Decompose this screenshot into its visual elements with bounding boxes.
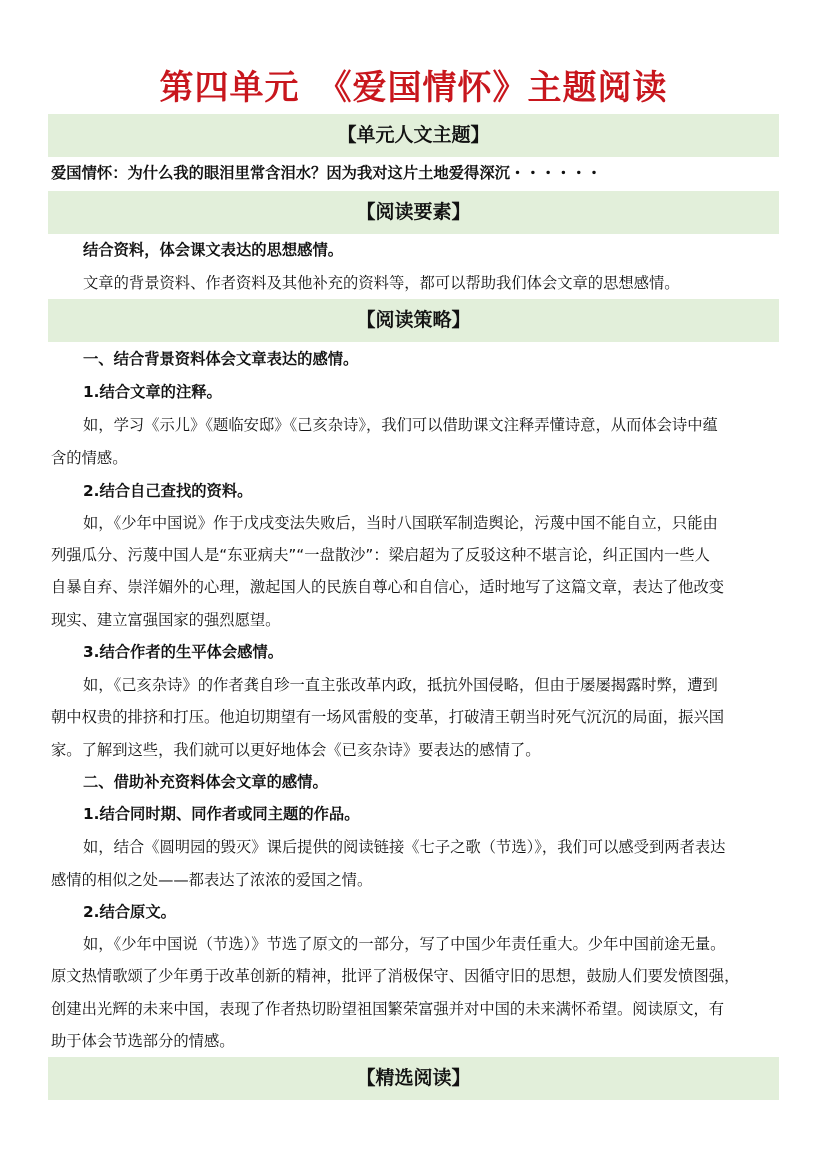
paragraph-line: 如，《少年中国说》作于戊戌变法失败后，当时八国联军制造舆论，污蔑中国不能自立，只能由 bbox=[83, 514, 718, 532]
theme-text: 爱国情怀：为什么我的眼泪里常含泪水？因为我对这片土地爱得深沉・・・・・・ bbox=[51, 164, 602, 182]
part2-title: 二、借助补充资料体会文章的感情。 bbox=[83, 773, 328, 791]
section-heading-strategy: 【阅读策略】 bbox=[48, 299, 779, 342]
paragraph-line: 含的情感。 bbox=[51, 449, 128, 467]
elements-bold-line: 结合资料，体会课文表达的思想感情。 bbox=[83, 241, 344, 259]
item4-title: 1.结合同时期、同作者或同主题的作品。 bbox=[83, 805, 360, 823]
paragraph-line: 自暴自弃、崇洋媚外的心理，激起国人的民族自尊心和自信心，适时地写了这篇文章，表达了他改变 bbox=[51, 578, 725, 596]
item3-title: 3.结合作者的生平体会感情。 bbox=[83, 643, 284, 661]
paragraph-line: 创建出光辉的未来中国，表现了作者热切盼望祖国繁荣富强并对中国的未来满怀希望。阅读原文，有 bbox=[51, 1000, 725, 1018]
section-heading-reading: 【精选阅读】 bbox=[48, 1057, 779, 1100]
paragraph-line: 列强瓜分、污蔑中国人是“东亚病夫”“一盘散沙”：梁启超为了反驳这种不堪言论，纠正国内一些人 bbox=[51, 546, 710, 564]
section-heading-theme: 【单元人文主题】 bbox=[48, 114, 779, 157]
paragraph-line: 如，《少年中国说（节选）》节选了原文的一部分，写了中国少年责任重大。少年中国前途无量。 bbox=[83, 935, 726, 953]
paragraph-line: 原文热情歌颂了少年勇于改革创新的精神，批评了消极保守、因循守旧的思想，鼓励人们要发愤图强， bbox=[51, 967, 740, 985]
paragraph-line: 如，结合《圆明园的毁灭》课后提供的阅读链接《七子之歌（节选）》，我们可以感受到两者表达 bbox=[83, 838, 726, 856]
item1-title: 1.结合文章的注释。 bbox=[83, 383, 222, 401]
paragraph-line: 感情的相似之处——都表达了浓浓的爱国之情。 bbox=[51, 871, 373, 889]
paragraph-line: 如，学习《示儿》《题临安邸》《己亥杂诗》，我们可以借助课文注释弄懂诗意，从而体会诗中蕴 bbox=[83, 416, 718, 434]
part1-title: 一、结合背景资料体会文章表达的感情。 bbox=[83, 350, 359, 368]
item2-title: 2.结合自己查找的资料。 bbox=[83, 482, 253, 500]
paragraph-line: 朝中权贵的排挤和打压。他迫切期望有一场风雷般的变革，打破清王朝当时死气沉沉的局面，振兴国 bbox=[51, 708, 725, 726]
elements-text: 文章的背景资料、作者资料及其他补充的资料等，都可以帮助我们体会文章的思想感情。 bbox=[83, 274, 680, 292]
paragraph-line: 助于体会节选部分的情感。 bbox=[51, 1032, 235, 1050]
paragraph-line: 现实、建立富强国家的强烈愿望。 bbox=[51, 611, 281, 629]
page-title: 第四单元 《爱国情怀》主题阅读 bbox=[159, 68, 668, 108]
section-heading-elements: 【阅读要素】 bbox=[48, 191, 779, 234]
paragraph-line: 如，《己亥杂诗》的作者龚自珍一直主张改革内政，抵抗外国侵略，但由于屡屡揭露时弊，遭到 bbox=[83, 676, 718, 694]
paragraph-line: 家。了解到这些，我们就可以更好地体会《已亥杂诗》要表达的感情了。 bbox=[51, 741, 541, 759]
item5-title: 2.结合原文。 bbox=[83, 903, 176, 921]
